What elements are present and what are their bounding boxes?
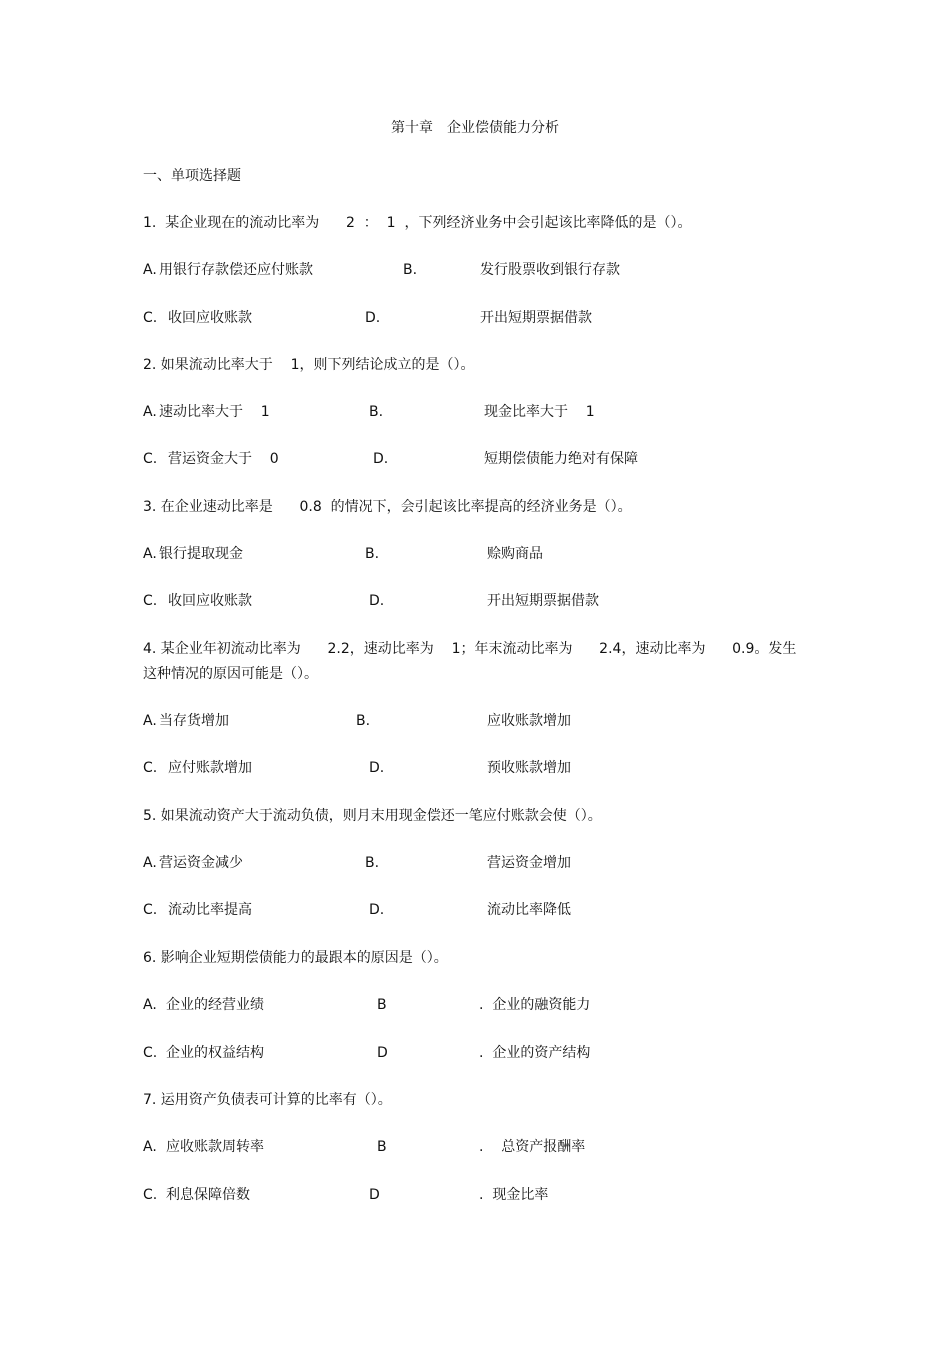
question-2-option-b-text: 现金比率大于 1 xyxy=(484,404,595,420)
question-5-option-d-letter: D. xyxy=(369,902,385,918)
question-2-stem: 2. 如果流动比率大于 1，则下列结论成立的是（）。 xyxy=(143,357,475,373)
question-2-option-a-letter: A. xyxy=(143,404,157,420)
question-1-option-c-letter: C. xyxy=(143,310,158,326)
question-5-option-d-text: 流动比率降低 xyxy=(487,902,571,918)
question-7-option-b-text: . 总资产报酬率 xyxy=(479,1139,586,1155)
question-4-stem: 4. 某企业年初流动比率为 2.2，速动比率为 1；年末流动比率为 2.4，速动比率为 0.9。发生 xyxy=(143,641,797,657)
question-6-option-c-letter: C. xyxy=(143,1045,158,1061)
question-4-option-d-text: 预收账款增加 xyxy=(487,760,571,776)
question-3-option-d-text: 开出短期票据借款 xyxy=(487,593,599,609)
question-1-option-b-letter: B. xyxy=(403,262,418,278)
question-5-option-a-letter: A. xyxy=(143,855,157,871)
question-4-option-a-letter: A. xyxy=(143,713,157,729)
question-3-option-c-letter: C. xyxy=(143,593,158,609)
question-4-option-a-text: 当存货增加 xyxy=(159,713,229,729)
question-5-stem: 5. 如果流动资产大于流动负债，则月末用现金偿还一笔应付账款会使（）。 xyxy=(143,808,602,824)
question-4-option-c-text: 应付账款增加 xyxy=(168,760,252,776)
question-6-option-c-text: 企业的权益结构 xyxy=(166,1045,264,1061)
question-2-option-d-text: 短期偿债能力绝对有保障 xyxy=(484,451,638,467)
question-5-option-b-letter: B. xyxy=(365,855,380,871)
question-6-option-b-text: . 企业的融资能力 xyxy=(479,997,591,1013)
question-1-option-c-text: 收回应收账款 xyxy=(168,310,252,326)
question-6-option-d-letter: D xyxy=(377,1045,388,1061)
question-4-stem-continued: 这种情况的原因可能是（）。 xyxy=(143,666,318,682)
question-3-option-c-text: 收回应收账款 xyxy=(168,593,252,609)
question-6-option-a-letter: A. xyxy=(143,997,157,1013)
question-1-option-b-text: 发行股票收到银行存款 xyxy=(480,262,620,278)
question-1-stem: 1. 某企业现在的流动比率为 2 ： 1 ，下列经济业务中会引起该比率降低的是（）。 xyxy=(143,215,692,231)
question-1-option-a-text: 用银行存款偿还应付账款 xyxy=(159,262,313,278)
question-7-option-a-text: 应收账款周转率 xyxy=(166,1139,264,1155)
question-4-option-d-letter: D. xyxy=(369,760,385,776)
question-5-option-c-text: 流动比率提高 xyxy=(168,902,252,918)
question-7-option-d-text: . 现金比率 xyxy=(479,1187,549,1203)
question-6-stem: 6. 影响企业短期偿债能力的最跟本的原因是（）。 xyxy=(143,950,448,966)
question-1-option-a-letter: A. xyxy=(143,262,157,278)
question-7-stem: 7. 运用资产负债表可计算的比率有（）。 xyxy=(143,1092,392,1108)
question-4-option-b-letter: B. xyxy=(356,713,371,729)
question-5-option-b-text: 营运资金增加 xyxy=(487,855,571,871)
section-heading: 一、单项选择题 xyxy=(143,168,241,184)
question-6-option-a-text: 企业的经营业绩 xyxy=(166,997,264,1013)
question-5-option-c-letter: C. xyxy=(143,902,158,918)
question-3-option-b-text: 赊购商品 xyxy=(487,546,543,562)
question-4-option-b-text: 应收账款增加 xyxy=(487,713,571,729)
question-7-option-a-letter: A. xyxy=(143,1139,157,1155)
question-3-option-d-letter: D. xyxy=(369,593,385,609)
question-2-option-b-letter: B. xyxy=(369,404,384,420)
question-3-option-b-letter: B. xyxy=(365,546,380,562)
question-6-option-b-letter: B xyxy=(377,997,387,1013)
question-2-option-c-letter: C. xyxy=(143,451,158,467)
question-2-option-a-text: 速动比率大于 1 xyxy=(159,404,270,420)
chapter-title: 第十章 企业偿债能力分析 xyxy=(391,120,559,136)
question-2-option-d-letter: D. xyxy=(373,451,389,467)
question-4-option-c-letter: C. xyxy=(143,760,158,776)
question-7-option-d-letter: D xyxy=(369,1187,380,1203)
question-3-option-a-text: 银行提取现金 xyxy=(159,546,243,562)
question-2-option-c-text: 营运资金大于 0 xyxy=(168,451,279,467)
question-5-option-a-text: 营运资金减少 xyxy=(159,855,243,871)
question-6-option-d-text: . 企业的资产结构 xyxy=(479,1045,591,1061)
question-3-stem: 3. 在企业速动比率是 0.8 的情况下，会引起该比率提高的经济业务是（）。 xyxy=(143,499,632,515)
question-3-option-a-letter: A. xyxy=(143,546,157,562)
question-7-option-b-letter: B xyxy=(377,1139,387,1155)
question-1-option-d-letter: D. xyxy=(365,310,381,326)
question-1-option-d-text: 开出短期票据借款 xyxy=(480,310,592,326)
question-7-option-c-text: 利息保障倍数 xyxy=(166,1187,250,1203)
question-7-option-c-letter: C. xyxy=(143,1187,158,1203)
